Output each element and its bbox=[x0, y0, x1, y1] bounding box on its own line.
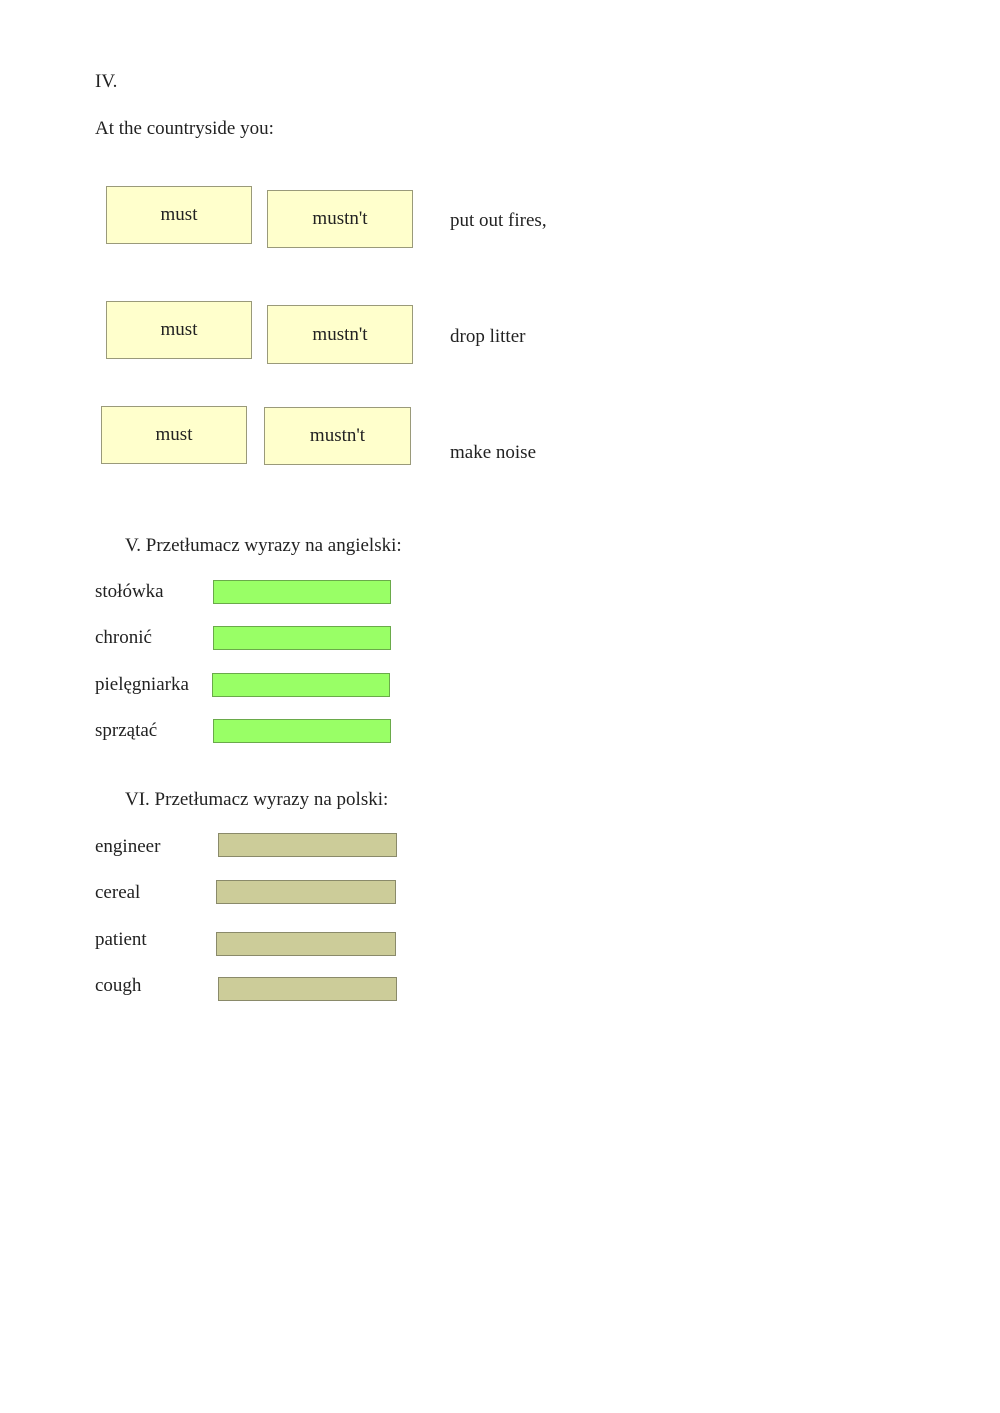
phrase-2: drop litter bbox=[450, 326, 526, 347]
english-word-1: stołówka bbox=[95, 581, 164, 602]
polish-word-1: engineer bbox=[95, 836, 161, 857]
phrase-3: make noise bbox=[450, 442, 537, 463]
english-answer-field-2[interactable] bbox=[213, 626, 391, 650]
polish-answer-field-2[interactable] bbox=[216, 880, 396, 904]
polish-word-2: cereal bbox=[95, 882, 141, 903]
polish-word-3: patient bbox=[95, 929, 147, 950]
mustnt-option-2[interactable]: mustn't bbox=[267, 305, 413, 364]
english-answer-field-3[interactable] bbox=[212, 673, 390, 697]
section-6-heading: VI. Przetłumacz wyrazy na polski: bbox=[125, 789, 389, 810]
polish-answer-field-4[interactable] bbox=[218, 977, 397, 1001]
english-answer-field-1[interactable] bbox=[213, 580, 391, 604]
mustnt-option-1[interactable]: mustn't bbox=[267, 190, 413, 248]
english-word-4: sprzątać bbox=[95, 720, 158, 741]
english-word-2: chronić bbox=[95, 627, 152, 648]
section-5-heading: V. Przetłumacz wyrazy na angielski: bbox=[125, 535, 402, 556]
must-option-2[interactable]: must bbox=[106, 301, 252, 359]
section-4-intro: At the countryside you: bbox=[95, 118, 274, 139]
polish-word-4: cough bbox=[95, 975, 142, 996]
must-option-1[interactable]: must bbox=[106, 186, 252, 244]
polish-answer-field-1[interactable] bbox=[218, 833, 397, 857]
must-option-3[interactable]: must bbox=[101, 406, 247, 464]
phrase-1: put out fires, bbox=[450, 210, 547, 231]
polish-answer-field-3[interactable] bbox=[216, 932, 396, 956]
section-4-heading: IV. bbox=[95, 71, 118, 92]
english-word-3: pielęgniarka bbox=[95, 674, 189, 695]
mustnt-option-3[interactable]: mustn't bbox=[264, 407, 411, 465]
english-answer-field-4[interactable] bbox=[213, 719, 391, 743]
